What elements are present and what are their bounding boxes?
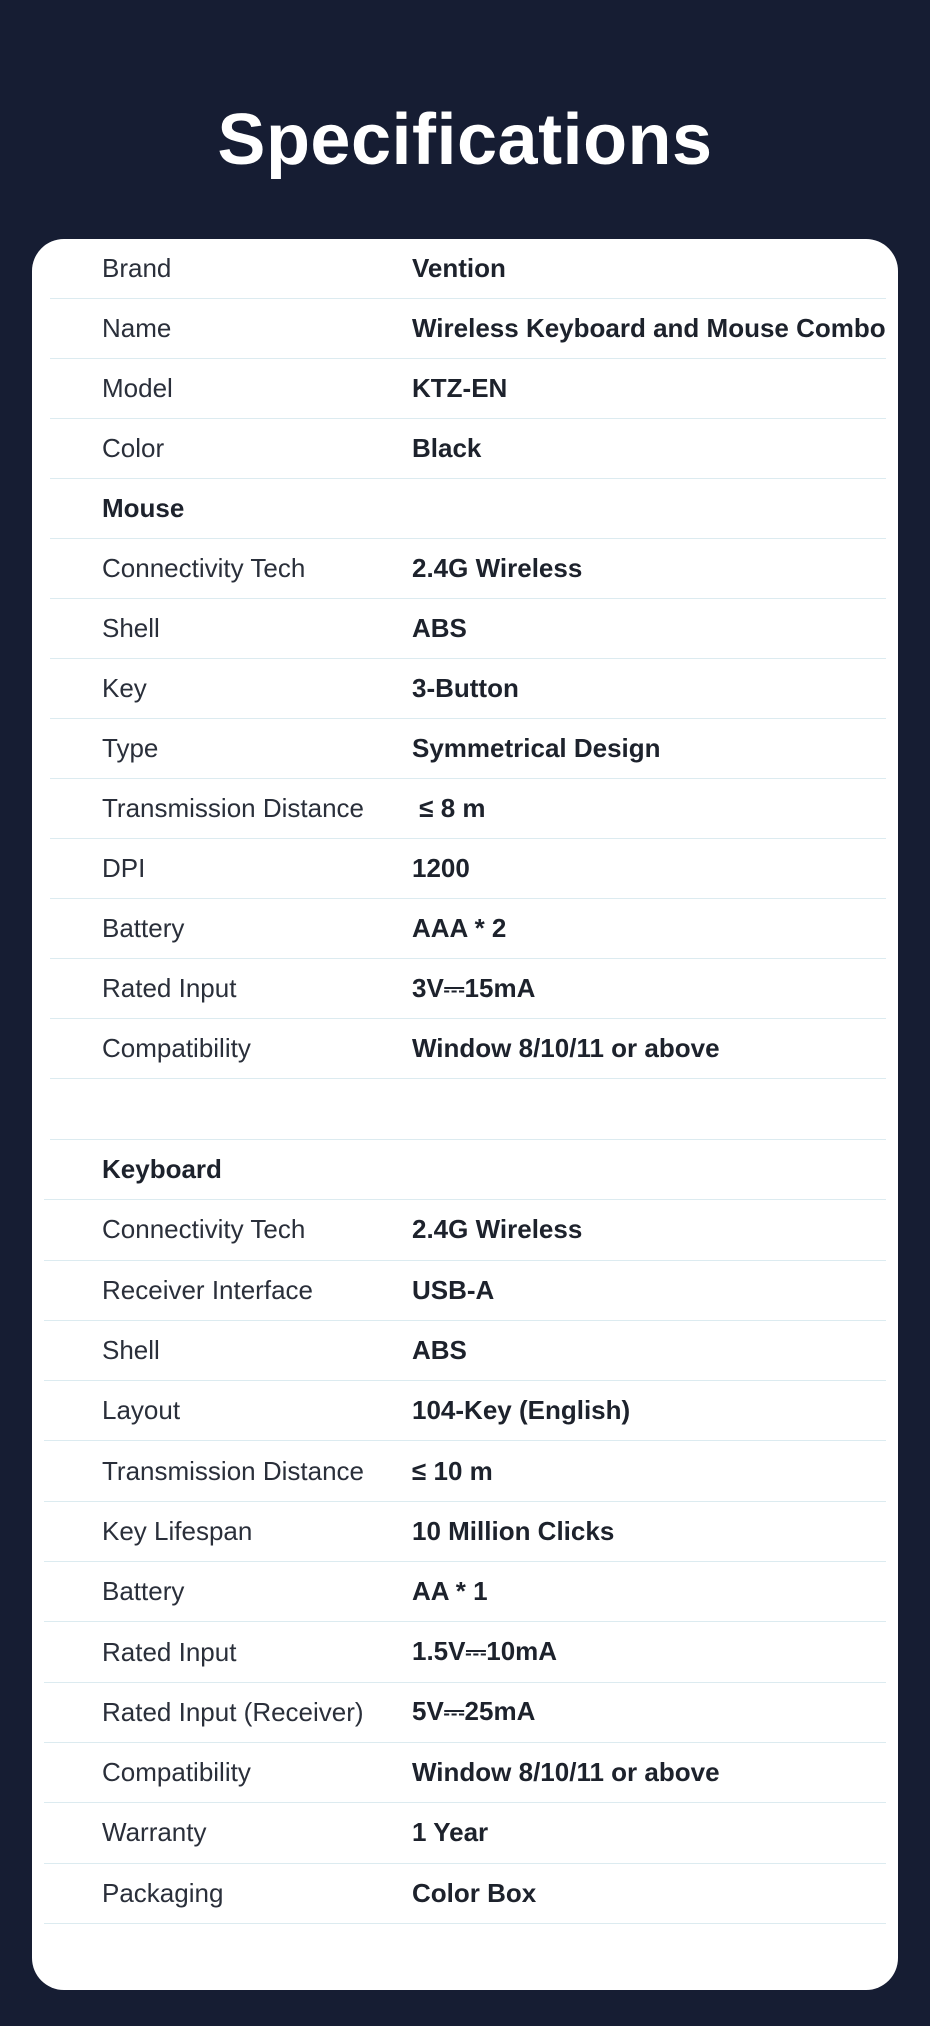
spec-value: AA * 1 [412,1576,488,1607]
spec-row-keyboard-receiver [44,1261,886,1321]
spec-value: Color Box [412,1877,537,1908]
spec-label: DPI [102,853,146,883]
spec-row-keyboard-battery [44,1562,886,1622]
spec-label: Model [102,373,173,403]
spec-label: Layout [102,1395,181,1426]
spec-row-keyboard-rated-input [44,1622,886,1682]
spec-label: Battery [102,1576,185,1607]
section-heading-keyboard [44,1140,886,1200]
spec-row-color [50,419,886,479]
page-title: Specifications [217,100,713,180]
spec-row-mouse-battery [50,899,886,959]
spec-row-mouse-key [50,659,886,719]
spec-label: Warranty [102,1817,207,1848]
spec-row-keyboard-rated-input-receiver [44,1683,886,1743]
spec-label: Brand [102,253,172,283]
spec-value: 1.5V⎓10mA [412,1636,558,1667]
spec-row-keyboard-warranty [44,1803,886,1863]
spec-value: USB-A [412,1274,495,1305]
spec-value: 10 Million Clicks [412,1515,615,1546]
spec-label: Packaging [102,1877,224,1908]
section-heading-mouse [50,479,886,539]
spec-label: Key Lifespan [102,1515,253,1546]
spec-label: Shell [102,613,160,643]
spec-value: Wireless Keyboard and Mouse Combo [412,313,886,343]
spec-row-keyboard-shell [44,1321,886,1381]
spec-label: Rated Input (Receiver) [102,1696,364,1727]
spec-value: ABS [412,1335,467,1366]
spec-value: 3-Button [412,673,519,703]
spec-label: Connectivity Tech [102,553,306,583]
spec-value: 3V⎓15mA [412,972,536,1003]
spec-label: Transmission Distance [102,1455,365,1486]
spec-label: Compatibility [102,1033,251,1063]
spec-value: ABS [412,613,467,643]
spec-row-mouse-compatibility [50,1019,886,1079]
spec-value: Symmetrical Design [412,733,661,763]
spec-label: Name [102,313,172,343]
spec-label: Rated Input [102,1636,237,1667]
spec-value: 104-Key (English) [412,1395,631,1426]
spec-value: 2.4G Wireless [412,553,583,583]
spec-label: Transmission Distance [102,793,365,823]
spec-label: Rated Input [102,973,237,1003]
spec-label: Shell [102,1335,160,1366]
spec-row-keyboard-packaging [44,1864,886,1924]
section-spacer [50,1079,886,1140]
spec-row-keyboard-connectivity [44,1200,886,1260]
spec-row-keyboard-layout [44,1381,886,1441]
spec-row-keyboard-distance [44,1441,886,1501]
spec-label: Type [102,733,159,763]
spec-value: Window 8/10/11 or above [412,1757,720,1788]
spec-label: Battery [102,913,185,943]
spec-value: 1 Year [412,1817,489,1848]
spec-row-mouse-connectivity [50,539,886,599]
spec-row-model [50,359,886,419]
section-title: Mouse [102,493,185,523]
spec-value: Black [412,433,482,463]
spec-value: Window 8/10/11 or above [412,1033,720,1063]
spec-value: 5V⎓25mA [412,1696,536,1727]
spec-label: Receiver Interface [102,1274,313,1305]
spec-row-name [50,299,886,359]
spec-value: AAA * 2 [412,913,507,943]
spec-value: ≤ 10 m [412,1455,493,1486]
spec-value: Vention [412,253,506,283]
spec-row-mouse-shell [50,599,886,659]
keyboard-section [44,1140,886,1924]
spec-value: ≤ 8 m [412,793,486,823]
spec-label: Key [102,673,147,703]
spec-value: 1200 [412,853,470,883]
spec-row-keyboard-lifespan [44,1502,886,1562]
spec-card [32,239,898,1990]
spec-row-mouse-dpi [50,839,886,899]
spec-row-keyboard-compatibility [44,1743,886,1803]
spec-row-mouse-type [50,719,886,779]
section-title: Keyboard [102,1154,222,1185]
spec-row-mouse-distance [50,779,886,839]
spec-value: KTZ-EN [412,373,508,403]
spec-label: Color [102,433,165,463]
spec-row-mouse-rated-input [50,959,886,1019]
spec-label: Compatibility [102,1757,251,1788]
spec-label: Connectivity Tech [102,1214,306,1245]
spec-table [50,239,886,1924]
spec-row-brand [50,239,886,299]
spec-value: 2.4G Wireless [412,1214,583,1245]
